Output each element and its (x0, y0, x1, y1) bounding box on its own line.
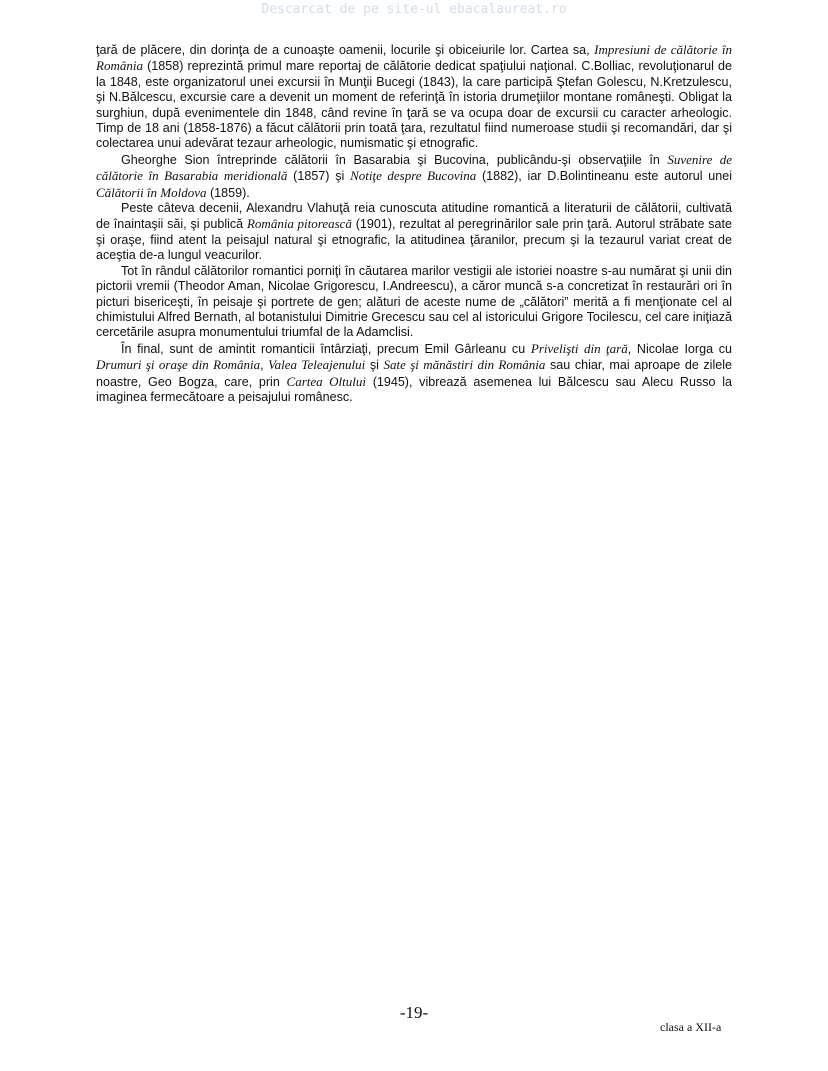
book-title: Drumuri şi oraşe din România (96, 357, 261, 373)
book-title: Notiţe despre Bucovina (350, 168, 477, 184)
watermark: Descarcat de pe site-ul ebacalaureat.ro (261, 2, 567, 17)
paragraph (96, 152, 732, 201)
text-run: (1901), rezultat al peregrinărilor sale prin ţară. Autorul străbate sate şi oraşe, fiind atent la peisajul natural şi etnografic, la atitudinea ţăranilor, precum şi la tezaurul variat creat de aceştia de-a lungul veacurilor. (96, 217, 732, 263)
paragraph (96, 341, 732, 406)
book-title: Valea Teleajenului (268, 357, 366, 373)
text-run: În final, sunt de amintit romanticii întârziaţi, precum Emil Gârleanu cu (121, 341, 531, 356)
text-run: şi (365, 358, 384, 373)
book-title: România pitorească (246, 216, 352, 232)
text-run: (1882), iar D.Bolintineanu este autorul unei (476, 169, 732, 184)
text-run: ţară de plăcere, din dorinţa de a cunoaşte oamenii, locurile şi obiceiurile lor. Cartea sa, (96, 43, 595, 57)
text-run: Tot în rândul călătorilor romantici porniţi în căutarea marilor vestigii ale istoriei noastre s-au numărat şi unii din pictorii vremii (Theodor Aman, Nicolae Grigorescu, I.Andreescu), a căror muncă s-a concretizat în restaurări ori în picturi bisericeşti, în peisaje şi portrete de gen; alături de aceste nume de „călători” merită a fi menţionate cel al chimistului Alfred Bernath, al botanistului Dimitrie Grecescu sau cel al istoricului Grigore Tocilescu, cel care iniţiază cercetările asupra monumentului triumfal de la Adamclisi. (96, 263, 732, 340)
text-run: (1859). (206, 185, 250, 200)
book-title: Călătorii în Moldova (96, 184, 207, 200)
text-run: , Nicolae Iorga cu (627, 341, 732, 356)
book-title: Impresiuni de călătorie în România (96, 42, 732, 74)
text-run: Peste câteva decenii, Alexandru Vlahuţă reia cunoscuta atitudine romantică a literaturii de călătorii, cultivată de înaintaşii săi, şi publică (96, 201, 732, 232)
document-body (96, 42, 732, 405)
page-number: -19- (399, 1003, 429, 1022)
paragraph (96, 264, 732, 341)
paragraph (96, 42, 732, 152)
text-run: (1858) reprezintă primul mare reportaj de călătorie dedicat spaţiului naţional. C.Bolliac, revoluţionarul de la 1848, este organizatorul unei excursii în Munţii Bucegi (1843), la care participă Ştefan Golescu, N.Kretzulescu, şi N.Bălcescu, excursie care a devenit un moment de referinţă în istoria drumeţiilor montane româneşti. Obligat la surghiun, după evenimentele din 1848, când revine în ţară se va ocupa doar de excursii cu caracter arheologic. Timp de 18 ani (1858-1876) a făcut călătorii prin toată ţara, rezultatul fiind numeroase studii şi recomandări, dar şi colectarea unui adevărat tezaur arheologic, numismatic şi etnografic. (96, 59, 732, 151)
class-label: clasa a XII-a (660, 1020, 722, 1034)
paragraph (96, 201, 732, 264)
text-run: (1945), vibrează asemenea lui Bălcescu sau Alecu Russo la imaginea fermecătoare a peisajului românesc. (96, 374, 732, 404)
text-run: Gheorghe Sion întreprinde călătorii în Basarabia şi Bucovina, publicându-şi observaţiile în (121, 152, 668, 167)
book-title: Sate şi mănăstiri din România (383, 357, 546, 373)
book-title: Cartea Oltului (286, 373, 366, 389)
text-run: sau chiar, mai aproape de zilele noastre, Geo Bogza, care, prin (96, 358, 733, 389)
book-title: Suvenire de călătorie în Basarabia meridională (96, 151, 732, 184)
text-run: (1857) şi (287, 169, 351, 184)
text-run: , (260, 358, 269, 373)
book-title: Privelişti din ţară (530, 340, 628, 356)
